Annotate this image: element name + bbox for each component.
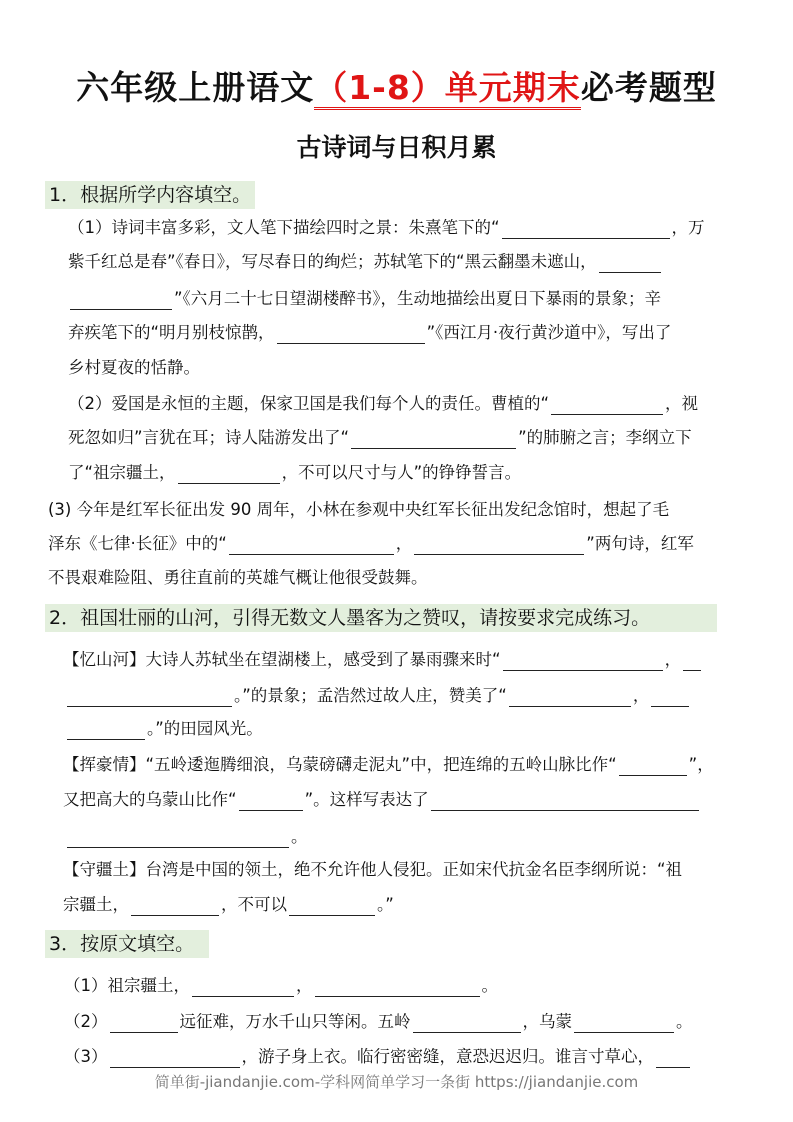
blank[interactable]	[551, 396, 663, 415]
text: 了“祖宗疆土，	[68, 463, 176, 482]
q1-line	[48, 533, 694, 555]
blank[interactable]	[683, 652, 701, 671]
text: ”《六月二十七日望湖楼醉书》，生动地描绘出夏日下暴雨的景象；辛	[174, 289, 662, 308]
text: 。”的田园风光。	[147, 719, 263, 738]
text: ，乌蒙	[522, 1012, 572, 1031]
blank[interactable]	[131, 897, 219, 916]
text: ”的肺腑之言；李纲立下	[518, 428, 692, 447]
blank[interactable]	[599, 254, 661, 273]
blank[interactable]	[239, 792, 303, 811]
q3-line	[64, 1046, 692, 1068]
text: 死忽如归”言犹在耳；诗人陆游发出了“	[68, 428, 350, 447]
blank[interactable]	[70, 291, 172, 310]
text: ”两句诗，红军	[586, 534, 694, 553]
q2-line	[63, 754, 714, 776]
q1-line	[68, 393, 698, 415]
q3-line	[64, 975, 498, 997]
blank[interactable]	[178, 465, 280, 484]
blank[interactable]	[67, 829, 289, 848]
q1-line	[48, 499, 669, 521]
q2-line	[63, 789, 701, 811]
blank[interactable]	[502, 220, 670, 239]
question-2-header: 2．祖国壮丽的山河，引得无数文人墨客为之赞叹，请按要求完成练习。	[45, 604, 717, 632]
text: 【守疆土】台湾是中国的领土，绝不允许他人侵犯。正如宋代抗金名臣李纲所说：“祖	[63, 860, 683, 879]
text: （2）爱国是永恒的主题，保家卫国是我们每个人的责任。曹植的“	[68, 394, 550, 413]
text: 又把高大的乌蒙山比作“	[63, 790, 237, 809]
text: ，视	[665, 394, 699, 413]
text: 紫千红总是春”《春日》，写尽春日的绚烂；苏轼笔下的“黑云翻墨未遮山，	[68, 252, 597, 271]
title-part: 六年级上册语文	[76, 68, 315, 107]
text: (3) 今年是红军长征出发 90 周年，小林在参观中央红军长征出发纪念馆时，想起了毛	[48, 500, 670, 519]
q3-line	[64, 1011, 693, 1033]
q2-line	[65, 826, 308, 848]
text: 泽东《七律·长征》中的“	[48, 534, 227, 553]
blank[interactable]	[651, 688, 689, 707]
text: 【挥豪情】“五岭逶迤腾细浪，乌蒙磅礴走泥丸”中，把连绵的五岭山脉比作“	[63, 755, 617, 774]
text: ，	[296, 976, 313, 995]
text: 。	[676, 1012, 693, 1031]
blank[interactable]	[289, 897, 375, 916]
blank[interactable]	[503, 652, 663, 671]
text: 。	[291, 827, 308, 846]
blank[interactable]	[656, 1049, 690, 1068]
q2-line	[65, 685, 691, 707]
blank[interactable]	[509, 688, 631, 707]
q1-line	[68, 217, 705, 239]
q2-line	[65, 718, 263, 740]
text: ，万	[671, 218, 705, 237]
blank[interactable]	[277, 325, 425, 344]
text: （1）祖宗疆土，	[64, 976, 190, 995]
text: ”，	[688, 755, 714, 774]
blank[interactable]	[67, 721, 145, 740]
q1-line	[68, 288, 661, 310]
title-part: 必考题型	[580, 68, 717, 107]
question-3-header: 3．按原文填空。	[45, 930, 209, 958]
text: 【忆山河】大诗人苏轼坐在望湖楼上，感受到了暴雨骤来时“	[63, 650, 501, 669]
text: 。	[481, 976, 498, 995]
text: 。”	[377, 895, 394, 914]
blank[interactable]	[431, 792, 699, 811]
q1-line	[68, 357, 200, 379]
text: ”。这样写表达了	[304, 790, 429, 809]
blank[interactable]	[110, 1049, 240, 1068]
text: 宗疆土，	[63, 895, 129, 914]
blank[interactable]	[110, 1014, 178, 1033]
q1-line	[68, 251, 663, 273]
text: ，不可以	[221, 895, 287, 914]
blank[interactable]	[574, 1014, 674, 1033]
text: ，游子身上衣。临行密密缝，意恐迟迟归。谁言寸草心，	[241, 1047, 654, 1066]
text: ，	[664, 650, 682, 669]
q1-line	[68, 322, 671, 344]
text: （2）	[64, 1012, 108, 1031]
q1-line	[48, 567, 428, 589]
question-1-header: 1．根据所学内容填空。	[45, 181, 255, 209]
blank[interactable]	[351, 430, 516, 449]
q1-line	[68, 427, 692, 449]
q2-line	[63, 859, 682, 881]
blank[interactable]	[229, 536, 394, 555]
blank[interactable]	[192, 978, 294, 997]
blank[interactable]	[315, 978, 480, 997]
text: ，	[632, 686, 650, 705]
text: （1）诗词丰富多彩，文人笔下描绘四时之景：朱熹笔下的“	[68, 218, 500, 237]
text: 远征难，万水千山只等闲。五岭	[179, 1012, 411, 1031]
text: 弃疾笔下的“明月别枝惊鹊，	[68, 323, 275, 342]
blank[interactable]	[413, 1014, 521, 1033]
q1-line	[68, 462, 521, 484]
text: ”《西江月·夜行黄沙道中》，写出了	[426, 323, 672, 342]
text: 乡村夏夜的恬静。	[68, 358, 200, 377]
text: ，	[395, 534, 413, 553]
page-subtitle: 古诗词与日积月累	[296, 133, 497, 162]
q2-line	[63, 649, 703, 671]
blank[interactable]	[67, 688, 232, 707]
q2-line	[63, 894, 394, 916]
text: ，不可以尺寸与人”的铮铮誓言。	[281, 463, 522, 482]
blank[interactable]	[414, 536, 584, 555]
text: 不畏艰难险阻、勇往直前的英雄气概让他很受鼓舞。	[48, 568, 428, 587]
page-title	[0, 62, 793, 109]
title-highlight: （1-8）单元期末	[314, 68, 581, 110]
text: （3）	[64, 1047, 108, 1066]
watermark-footer: 简单街-jiandanjie.com-学科网简单学习一条街 https://jiandanjie.com	[154, 1073, 639, 1091]
text: 。”的景象；孟浩然过故人庄，赞美了“	[234, 686, 507, 705]
blank[interactable]	[619, 757, 687, 776]
